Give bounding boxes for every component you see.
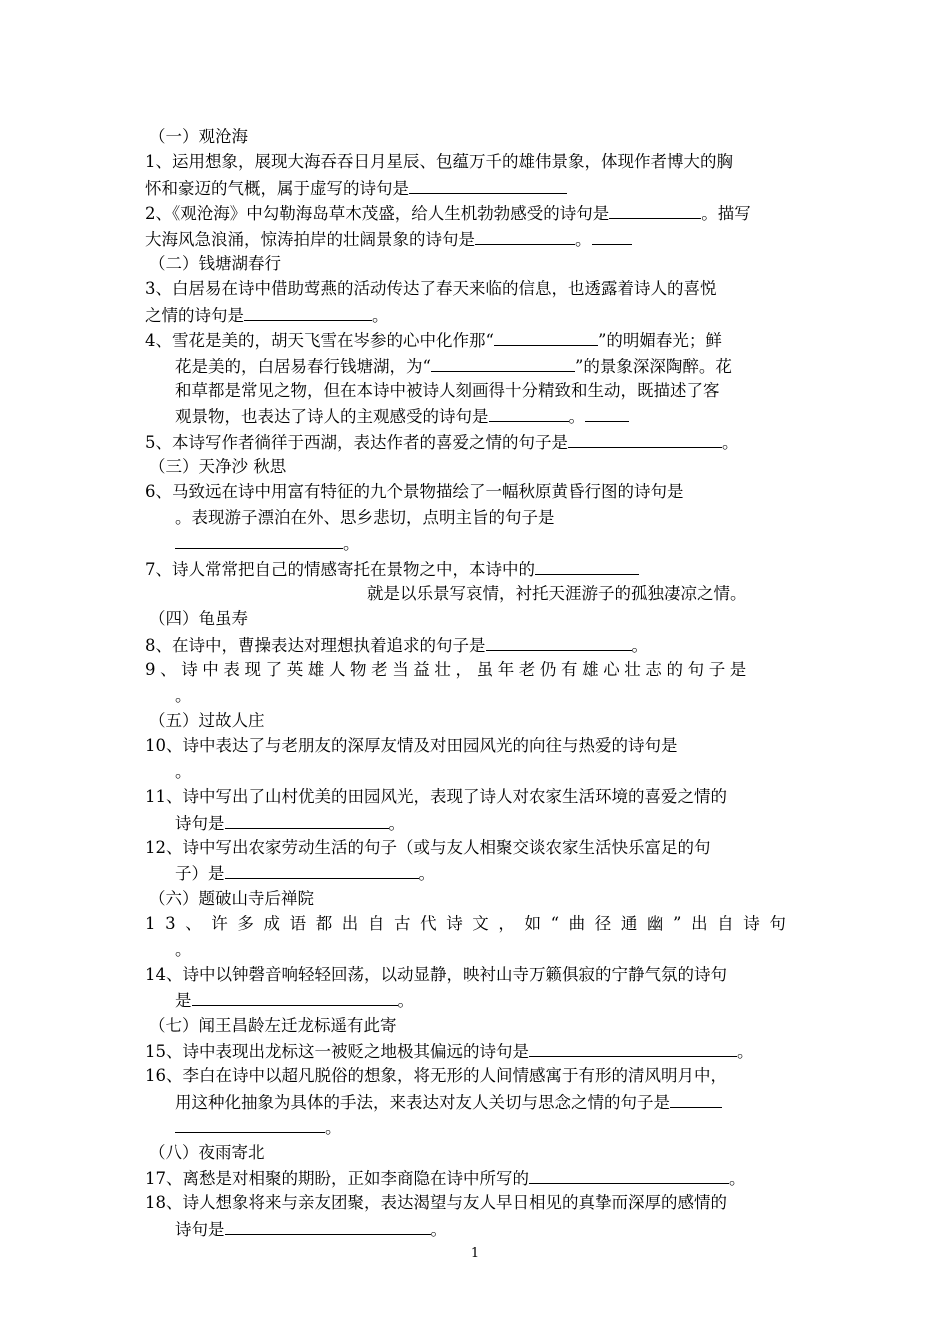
answer-blank[interactable]: [431, 353, 575, 372]
question-1-line-2: 怀和豪迈的气概，属于虚写的诗句是: [145, 175, 810, 200]
question-6-line-3: 。: [145, 530, 810, 555]
question-15: 15、诗中表现出龙标这一被贬之地极其偏远的诗句是 。: [145, 1038, 810, 1063]
question-6-line-2: 。表现游子漂泊在外、思乡悲切，点明主旨的句子是: [175, 507, 555, 527]
answer-blank-tail: [585, 403, 629, 422]
page-number: 1: [470, 1246, 480, 1261]
question-6-line-1: 6、马致远在诗中用富有特征的九个景物描绘了一幅秋原黄昏行图的诗句是: [145, 482, 684, 502]
answer-blank[interactable]: [494, 327, 598, 346]
question-14-line-1: 14、诗中以钟磬音响轻轻回荡，以动显静，映衬山寺万籁俱寂的宁静气氛的诗句: [145, 964, 727, 984]
answer-blank[interactable]: [568, 429, 722, 448]
section-heading: （四）龟虽寿: [149, 609, 248, 629]
question-9-line-1: 9、诗中表现了英雄人物老当益壮，虽年老仍有雄心壮志的句子是: [145, 660, 751, 680]
answer-blank[interactable]: [609, 200, 701, 219]
answer-blank[interactable]: [175, 1114, 325, 1133]
question-7-line-2: 就是以乐景写哀情，衬托天涯游子的孤独凄凉之情。: [367, 584, 747, 604]
question-4-line-4: 观景物，也表达了诗人的主观感受的诗句是 。: [145, 403, 810, 428]
answer-blank[interactable]: [225, 860, 419, 879]
question-8: 8、在诗中，曹操表达对理想执着追求的句子是 。: [145, 632, 810, 657]
answer-blank[interactable]: [409, 175, 567, 194]
question-14-line-2: 是 。: [145, 987, 810, 1012]
section-heading: （三）天净沙 秋思: [149, 457, 287, 477]
question-18-line-1: 18、诗人想象将来与亲友团聚，表达渴望与友人早日相见的真挚而深厚的感情的: [145, 1193, 727, 1213]
worksheet-body: [145, 124, 810, 1241]
answer-blank[interactable]: [489, 403, 569, 422]
question-11-line-2: 诗句是 。: [145, 810, 810, 835]
section-heading: （七）闻王昌龄左迁龙标遥有此寄: [149, 1015, 397, 1035]
question-5: 5、本诗写作者徜徉于西湖，表达作者的喜爱之情的句子是 。: [145, 429, 810, 454]
answer-blank[interactable]: [175, 530, 343, 549]
question-17: 17、离愁是对相聚的期盼，正如李商隐在诗中所写的 。: [145, 1165, 810, 1190]
question-10-line-2: 。: [175, 761, 192, 781]
answer-blank[interactable]: [225, 810, 389, 829]
question-4-line-1: 4、雪花是美的，胡天飞雪在岑参的心中化作那“ ”的明媚春光；鲜: [145, 327, 810, 352]
answer-blank[interactable]: [529, 1165, 729, 1184]
question-2-line-2: 大海风急浪涌，惊涛拍岸的壮阔景象的诗句是 。: [145, 226, 810, 251]
answer-blank-tail: [592, 226, 632, 245]
question-2-line-1: 2、《观沧海》中勾勒海岛草木茂盛，给人生机勃勃感受的诗句是 。描写: [145, 200, 810, 225]
section-heading: （五）过故人庄: [149, 710, 265, 730]
question-16-line-1: 16、李白在诗中以超凡脱俗的想象，将无形的人间情感寓于有形的清风明月中，: [145, 1066, 727, 1086]
section-heading: （一）观沧海: [149, 127, 248, 146]
question-11-line-1: 11、诗中写出了山村优美的田园风光，表现了诗人对农家生活环境的喜爱之情的: [145, 787, 727, 807]
section-heading: （六）题破山寺后禅院: [149, 888, 314, 908]
answer-blank[interactable]: [529, 1038, 737, 1057]
answer-blank[interactable]: [486, 632, 632, 651]
question-4-line-3: 和草都是常见之物，但在本诗中被诗人刻画得十分精致和生动，既描述了客: [175, 380, 720, 400]
answer-blank[interactable]: [475, 226, 575, 245]
section-heading: （八）夜雨寄北: [149, 1142, 265, 1162]
question-9-line-2: 。: [175, 685, 192, 705]
answer-blank[interactable]: [670, 1089, 722, 1108]
question-4-line-2: 花是美的，白居易春行钱塘湖，为“ ”的景象深深陶醉。花: [145, 353, 810, 378]
question-10-line-1: 10、诗中表达了与老朋友的深厚友情及对田园风光的向往与热爱的诗句是: [145, 736, 678, 756]
question-12-line-1: 12、诗中写出农家劳动生活的句子（或与友人相聚交谈农家生活快乐富足的句: [145, 837, 711, 857]
question-18-line-2: 诗句是 。: [145, 1216, 810, 1241]
question-7-line-1: 7、诗人常常把自己的情感寄托在景物之中，本诗中的: [145, 556, 810, 581]
question-13-line-1: 13、许多成语都出自古代诗文，如“曲径通幽”出自诗句: [145, 914, 796, 934]
section-heading: （二）钱塘湖春行: [149, 253, 281, 273]
question-3-line-1: 3、白居易在诗中借助莺燕的活动传达了春天来临的信息，也透露着诗人的喜悦: [145, 279, 717, 299]
question-13-line-2: 。: [175, 939, 192, 959]
answer-blank[interactable]: [535, 556, 639, 575]
answer-blank[interactable]: [225, 1216, 431, 1235]
question-3-line-2: 之情的诗句是 。: [145, 302, 810, 327]
answer-blank[interactable]: [244, 302, 372, 321]
question-12-line-2: 子）是 。: [145, 860, 810, 885]
question-16-line-3: 。: [145, 1114, 810, 1139]
answer-blank[interactable]: [192, 987, 398, 1006]
question-16-line-2: 用这种化抽象为具体的手法，来表达对友人关切与思念之情的句子是: [145, 1089, 810, 1114]
question-1-line-1: 1、运用想象，展现大海吞吞日月星辰、包蕴万千的雄伟景象，体现作者博大的胸: [145, 152, 733, 172]
